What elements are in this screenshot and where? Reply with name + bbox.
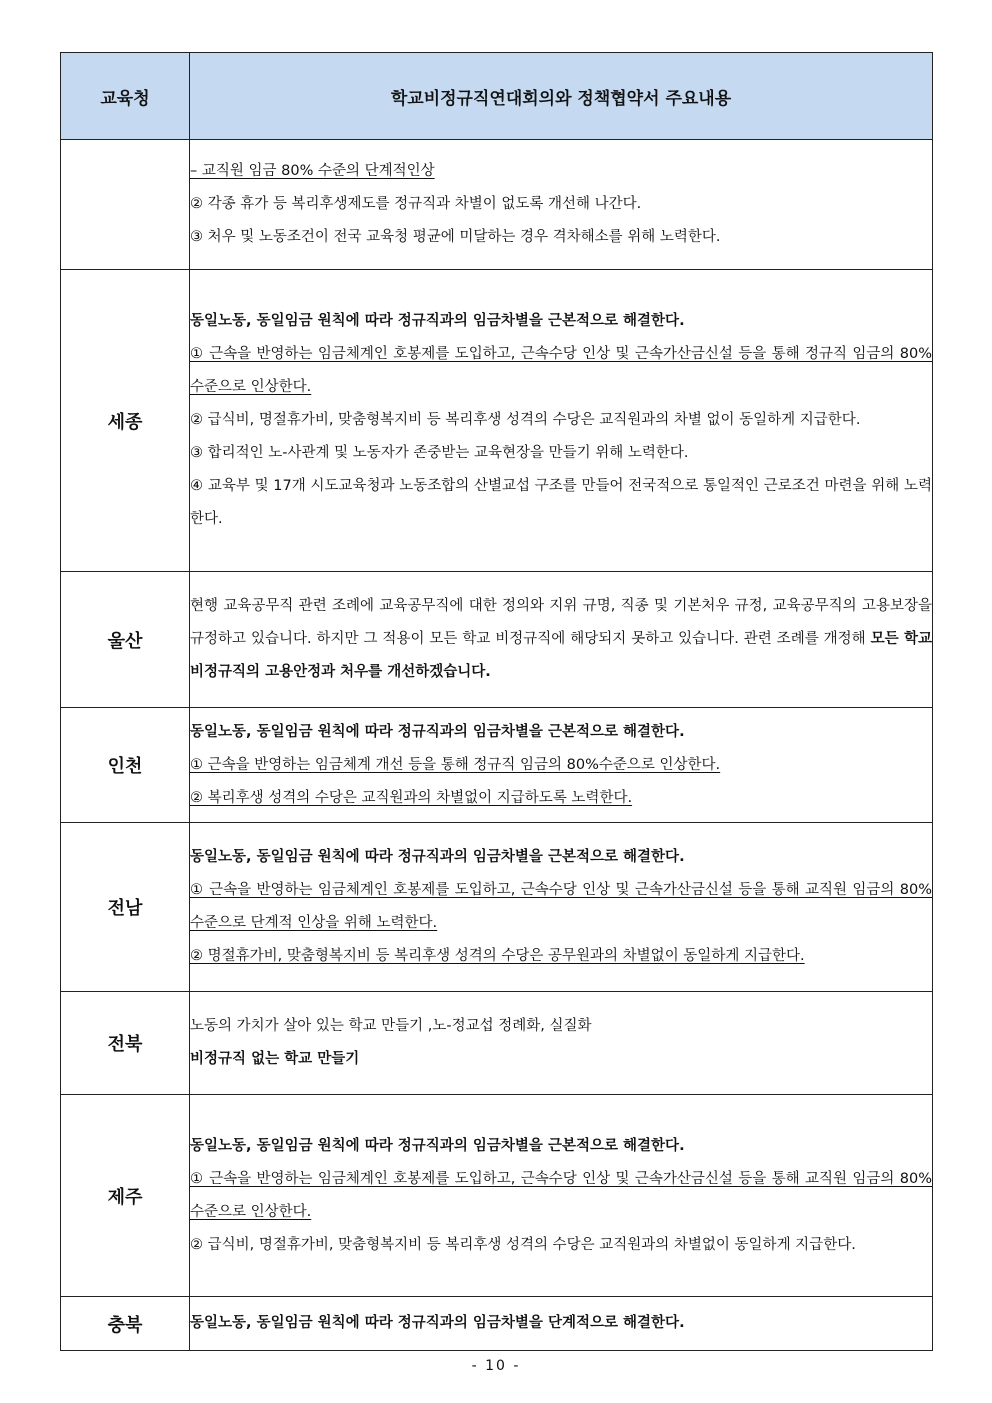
office-name: 세종 — [61, 270, 190, 572]
office-name: 제주 — [61, 1095, 190, 1297]
office-name: 인천 — [61, 708, 190, 823]
content-line: ② 복리후생 성격의 수당은 교직원과의 차별없이 지급하도록 노력한다. — [190, 789, 633, 806]
table-row — [61, 708, 933, 823]
content-line: ① 근속을 반영하는 임금체계인 호봉제를 도입하고, 근속수당 인상 및 근속가산금신설 등을 통해 정규직 임금의 80%수준으로 인상한다. — [190, 346, 932, 395]
content-line: 동일노동, 동일임금 원칙에 따라 정규직과의 임금차별을 근본적으로 해결한다. — [190, 313, 685, 329]
row-content — [190, 572, 933, 708]
content-line: ④ 교육부 및 17개 시도교육청과 노동조합의 산별교섭 구조를 만들어 전국적으로 통일적인 근로조건 마련을 위해 노력한다. — [190, 478, 932, 527]
content-line: – 교직원 임금 80% 수준의 단계적인상 — [190, 163, 435, 179]
table-header-row — [61, 53, 933, 140]
table-row — [61, 572, 933, 708]
row-content — [190, 270, 933, 572]
content-line: ③ 처우 및 노동조건이 전국 교육청 평균에 미달하는 경우 격차해소를 위해 노력한다. — [190, 229, 721, 245]
policy-agreement-table — [60, 52, 933, 1351]
header-office: 교육청 — [61, 53, 190, 140]
content-line: 동일노동, 동일임금 원칙에 따라 정규직과의 임금차별을 근본적으로 해결한다. — [190, 849, 685, 865]
content-paragraph: 현행 교육공무직 관련 조례에 교육공무직에 대한 정의와 지위 규명, 직종 및 기본처우 규정, 교육공무직의 고용보장을 규정하고 있습니다. 하지만 그 적용이 모든 학교 비정규직에 해당되지 못하고 있습니다. 관련 조례를 개정해 모든 학교 비정규직의 고용안정과 처우를 개선하겠습니다. — [190, 598, 932, 680]
table-row — [61, 823, 933, 992]
office-name: 전북 — [61, 992, 190, 1095]
office-name: 울산 — [61, 572, 190, 708]
table-row — [61, 1297, 933, 1351]
content-line: ① 근속을 반영하는 임금체계인 호봉제를 도입하고, 근속수당 인상 및 근속가산금신설 등을 통해 교직원 임금의 80%수준으로 단계적 인상을 위해 노력한다. — [190, 882, 932, 931]
header-content: 학교비정규직연대회의와 정책협약서 주요내용 — [190, 53, 933, 140]
content-line: ③ 합리적인 노-사관계 및 노동자가 존중받는 교육현장을 만들기 위해 노력한다. — [190, 445, 689, 461]
table-row — [61, 992, 933, 1095]
table-row — [61, 270, 933, 572]
content-line: 비정규직 없는 학교 만들기 — [190, 1051, 360, 1067]
content-line: ② 명절휴가비, 맞춤형복지비 등 복리후생 성격의 수당은 공무원과의 차별없이 동일하게 지급한다. — [190, 948, 805, 964]
row-content — [190, 708, 933, 823]
content-line: ① 근속을 반영하는 임금체계 개선 등을 통해 정규직 임금의 80%수준으로 인상한다. — [190, 756, 721, 773]
table-row — [61, 1095, 933, 1297]
office-name: 충북 — [61, 1297, 190, 1351]
content-line: ② 각종 휴가 등 복리후생제도를 정규직과 차별이 없도록 개선해 나간다. — [190, 196, 642, 212]
office-name: 전남 — [61, 823, 190, 992]
content-line: 동일노동, 동일임금 원칙에 따라 정규직과의 임금차별을 단계적으로 해결한다. — [190, 1315, 685, 1331]
row-content — [190, 992, 933, 1095]
table-row — [61, 140, 933, 270]
content-line: 노동의 가치가 살아 있는 학교 만들기 ,노-정교섭 정례화, 실질화 — [190, 1018, 592, 1034]
content-line: ① 근속을 반영하는 임금체계인 호봉제를 도입하고, 근속수당 인상 및 근속가산금신설 등을 통해 교직원 임금의 80%수준으로 인상한다. — [190, 1170, 932, 1220]
content-line: 동일노동, 동일임금 원칙에 따라 정규직과의 임금차별을 근본적으로 해결한다. — [190, 1137, 685, 1154]
row-content — [190, 140, 933, 270]
content-line: 동일노동, 동일임금 원칙에 따라 정규직과의 임금차별을 근본적으로 해결한다. — [190, 723, 685, 740]
office-name — [61, 140, 190, 270]
content-line: ② 급식비, 명절휴가비, 맞춤형복지비 등 복리후생 성격의 수당은 교직원과의 차별 없이 동일하게 지급한다. — [190, 412, 861, 428]
page-number: - 10 - — [471, 1358, 521, 1374]
content-line: ② 급식비, 명절휴가비, 맞춤형복지비 등 복리후생 성격의 수당은 교직원과의 차별없이 동일하게 지급한다. — [190, 1236, 856, 1253]
row-content — [190, 823, 933, 992]
row-content — [190, 1297, 933, 1351]
row-content — [190, 1095, 933, 1297]
